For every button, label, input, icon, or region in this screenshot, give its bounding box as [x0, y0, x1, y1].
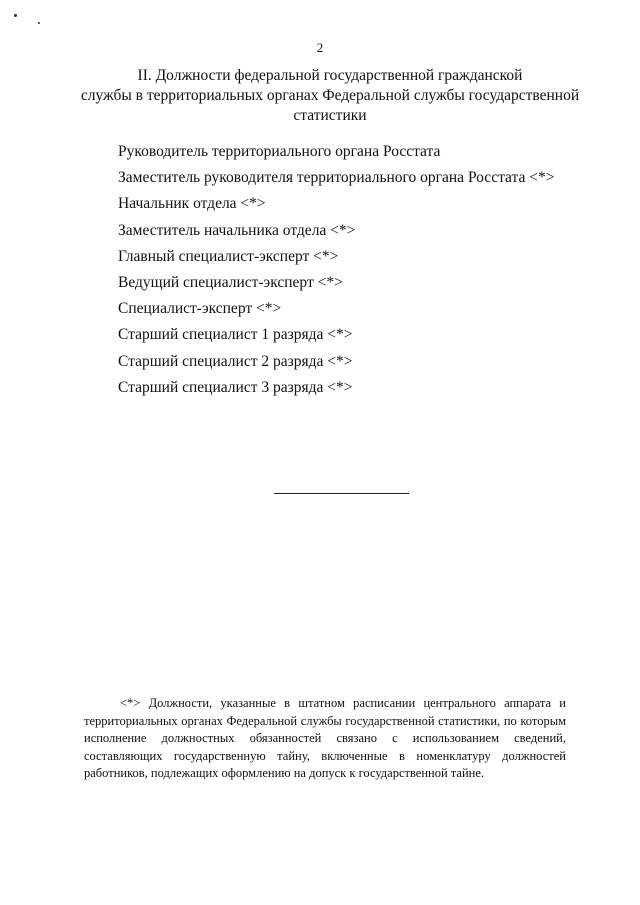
position-item: Старший специалист 1 разряда <*> [118, 326, 353, 344]
page-number: 2 [316, 40, 324, 55]
position-item: Заместитель начальника отдела <*> [118, 221, 356, 239]
section-title-line: II. Должности федеральной государственной гражданской [137, 67, 523, 84]
scan-speck [38, 22, 40, 24]
position-item: Начальник отдела <*> [118, 195, 266, 213]
footnote: <*> Должности, указанные в штатном расписании центрального аппарата и территориальных органах Федеральной службы государственной статистики, по которым исполнение должностных обязанностей связано с использованием сведений, составляющих государственную тайну, включенные в номенклатуру должностей работников, подлежащих оформлению на допуск к государственной тайне. [84, 696, 566, 780]
position-item: Старший специалист 3 разряда <*> [118, 378, 353, 396]
position-item: Главный специалист-эксперт <*> [118, 247, 339, 265]
separator-line [274, 493, 409, 494]
section-title [70, 66, 590, 126]
section-title-line: службы в территориальных органах Федеральной службы государственной [80, 87, 580, 104]
position-item: Специалист-эксперт <*> [118, 300, 282, 318]
position-item: Ведущий специалист-эксперт <*> [118, 273, 343, 291]
section-title-line: статистики [293, 107, 367, 124]
positions-list [118, 142, 588, 404]
scan-speck [14, 14, 17, 17]
position-item: Руководитель территориального органа Росстата [118, 143, 441, 160]
position-item: Старший специалист 2 разряда <*> [118, 352, 353, 370]
position-item: Заместитель руководителя территориального органа Росстата <*> [118, 169, 555, 187]
